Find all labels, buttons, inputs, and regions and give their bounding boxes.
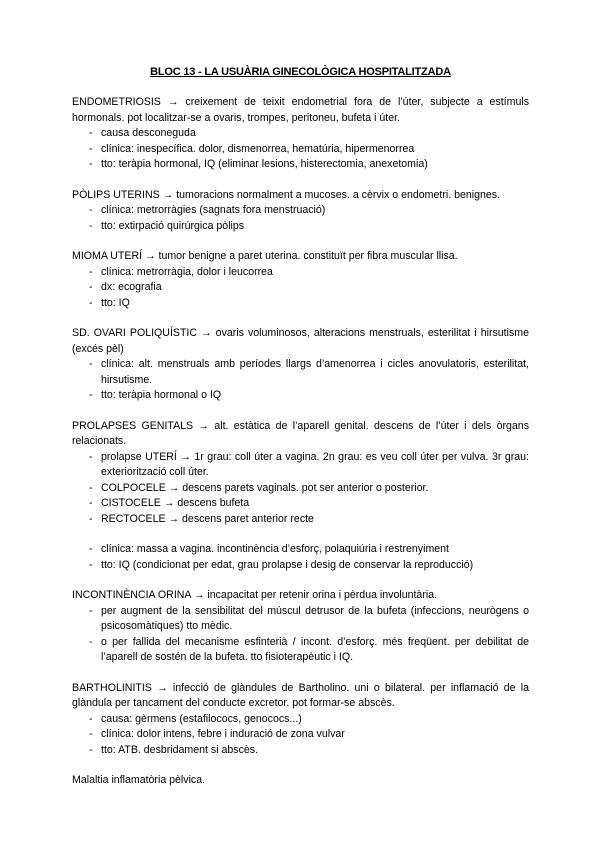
list-item: - dx: ecografia (72, 280, 529, 296)
bullet-list (72, 126, 529, 173)
list-item: - tto: teràpia hormonal o IQ (72, 388, 529, 404)
bullet-list (72, 203, 529, 234)
section-endometriosis (72, 95, 529, 173)
list-item: - RECTOCELE → descens paret anterior recte (72, 512, 529, 528)
bullet-list (72, 265, 529, 312)
list-item: - causa desconeguda (72, 126, 529, 142)
list-item: - clínica: metrorràgia, dolor i leucorrea (72, 265, 529, 281)
list-item: - clínica: metrorràgies (sagnats fora menstruació) (72, 203, 529, 219)
bullet-list (72, 604, 529, 666)
spacer (72, 527, 529, 542)
list-item: - clínica: alt. menstruals amb períodes llargs d’amenorrea i cicles anovulatoris, esterilitat, hirsutisme. (72, 357, 529, 388)
section-heading: BARTHOLINITIS → infecció de glàndules de Bartholino. uni o bilateral. per inflamació de la glàndula per tancament del conducte excretor. pot formar-se abscès. (72, 681, 529, 709)
list-item: - per augment de la sensibilitat del múscul detrusor de la bufeta (infeccions, neurògens o psicosomàtiques) tto mèdic. (72, 604, 529, 635)
list-item: - clínica: massa a vagina. incontinència d’esforç, polaquiúria i restrenyiment (72, 542, 529, 558)
list-item: - CISTOCELE → descens bufeta (72, 496, 529, 512)
section-heading: ENDOMETRIOSIS → creixement de teixit endometrial fora de l’úter, subjecte a estímuls hormonals. pot localitzar-se a ovaris, trompes, peritoneu, bufeta i úter. (72, 96, 529, 124)
list-item: - clínica: dolor intens, febre i induració de zona vulvar (72, 727, 529, 743)
closing-line: Malaltia inflamatòria pèlvica. (72, 774, 206, 786)
list-item: - tto: extirpació quirúrgica pòlips (72, 219, 529, 235)
bullet-list (72, 712, 529, 759)
list-item: - causa: gèrmens (estafilococs, genococs...) (72, 712, 529, 728)
list-item: - prolapse UTERÍ → 1r grau: coll úter a vagina. 2n grau: es veu coll úter per vulva. 3r grau: exteriorització coll úter. (72, 450, 529, 481)
section-heading: PROLAPSES GENITALS → alt. estàtica de l’aparell genital. descens de l’úter i dels òrgans relacionats. (72, 419, 529, 447)
list-item: - clínica: inespecífica. dolor, dismenorrea, hematúria, hipermenorrea (72, 142, 529, 158)
list-item: - o per fallida del mecanisme esfinterià / incont. d’esforç. més freqüent. per debilitat de l’aparell de sostén de la bufeta. tto fisioterapèutic i IQ. (72, 635, 529, 666)
section-mioma-uteri (72, 249, 529, 311)
list-item: - tto: teràpia hormonal, IQ (eliminar lesions, histerectomia, anexetomia) (72, 157, 529, 173)
page-title: BLOC 13 - LA USUÀRIA GINECOLÒGICA HOSPITALITZADA (150, 66, 451, 78)
section-heading: MIOMA UTERÍ → tumor benigne a paret uterina. constituït per fibra muscular llisa. (72, 250, 458, 262)
bullet-list (72, 542, 529, 573)
list-item: - tto: IQ (72, 296, 529, 312)
section-heading: INCONTINÈNCIA ORINA → incapacitat per retenir orina i pèrdua involuntària. (72, 589, 438, 601)
section-polips-uterins (72, 188, 529, 235)
bullet-list (72, 450, 529, 528)
section-heading: PÒLIPS UTERINS → tumoracions normalment a mucoses. a cèrvix o endometri. benignes. (72, 188, 501, 201)
list-item: - COLPOCELE → descens parets vaginals. pot ser anterior o posterior. (72, 481, 529, 497)
list-item: - tto: IQ (condicionat per edat, grau prolapse i desig de conservar la reproducció) (72, 558, 529, 574)
bullet-list (72, 357, 529, 404)
section-prolapses-genitals (72, 419, 529, 574)
section-ovari-poliquistic (72, 326, 529, 404)
section-heading: SD. OVARI POLIQUÍSTIC → ovaris voluminosos, alteracions menstruals, esterilitat i hirsutisme (excés pèl) (72, 327, 529, 355)
list-item: - tto: ATB. desbridament si abscès. (72, 743, 529, 759)
section-bartholinitis (72, 681, 529, 759)
section-incontinencia-orina (72, 588, 529, 666)
